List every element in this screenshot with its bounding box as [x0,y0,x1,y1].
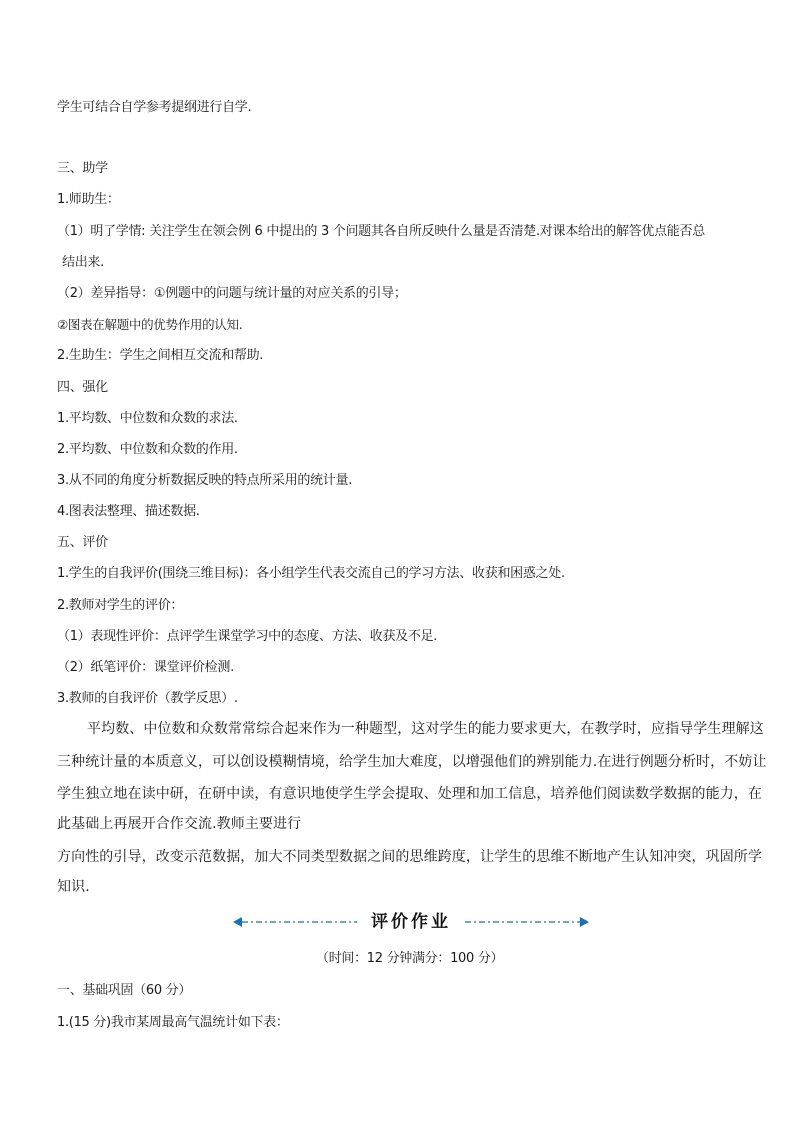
reflection-line: 平均数、中位数和众数常常综合起来作为一种题型，这对学生的能力要求更大，在教学时，应指导学生理解这 [87,721,764,737]
section-4-item: 1.平均数、中位数和众数的求法. [57,411,238,426]
section-4-item: 2.平均数、中位数和众数的作用. [57,442,238,457]
section-5-item-2: 2.教师对学生的评价： [57,598,184,613]
section-4-item: 3.从不同的角度分析数据反映的特点所采用的统计量. [57,473,353,488]
section-3-item-1: 1.师助生： [57,192,120,207]
section-4-item: 4.图表法整理、描述数据. [57,504,200,519]
right-arrow-icon [580,917,589,927]
reflection-line: 三种统计量的本质意义，可以创设模糊情境，给学生加大难度，以增强他们的辨别能力.在进行例题分析时，不妨让 [57,754,767,770]
time-note: （时间：12 分钟满分：100 分） [316,951,504,966]
part-1-heading: 一、基础巩固（60 分） [57,983,192,998]
section-5-heading: 五、评价 [57,535,108,550]
homework-title: 评价作业 [371,912,451,932]
reflection-line: 此基础上再展开合作交流.教师主要进行 [57,816,302,832]
section-5-sub-2: （2）纸笔评价：课堂评价检测. [57,660,234,675]
homework-banner [233,909,589,935]
section-5-sub-1: （1）表现性评价：点评学生课堂学习中的态度、方法、收获及不足. [57,629,438,644]
reflection-line: 知识. [57,879,90,895]
question-1: 1.(15 分)我市某周最高气温统计如下表： [57,1015,289,1030]
section-4-heading: 四、强化 [57,380,108,395]
reflection-line: 方向性的引导，改变示范数据，加大不同类型数据之间的思维跨度，让学生的思维不断地产生认知冲突，巩固所学 [57,849,762,865]
section-5-item-1: 1.学生的自我评价(围绕三维目标)：各小组学生代表交流自己的学习方法、收获和困惑之处. [57,566,565,581]
section-3-sub-1-line-2: 结出来. [62,255,104,270]
intro-text: 学生可结合自学参考提纲进行自学. [57,100,252,115]
section-3-item-2: 2.生助生：学生之间相互交流和帮助. [57,348,264,363]
section-3-sub-2b: ②图表在解题中的优势作用的认知. [57,317,243,332]
section-5-item-3: 3.教师的自我评价（教学反思）. [57,691,238,706]
left-arrow-icon [233,917,242,927]
reflection-line: 学生独立地在读中研，在研中读，有意识地使学生学会提取、处理和加工信息，培养他们阅读数学数据的能力，在 [57,786,762,802]
section-3-sub-1-line-1: （1）明了学情: 关注学生在领会例 6 中提出的 3 个问题其各自所反映什么量是否清楚.对课本给出的解答优点能否总 [57,224,705,239]
section-3-heading: 三、助学 [57,161,108,176]
section-3-sub-2: （2）差异指导：①例题中的问题与统计量的对应关系的引导； [57,286,407,301]
